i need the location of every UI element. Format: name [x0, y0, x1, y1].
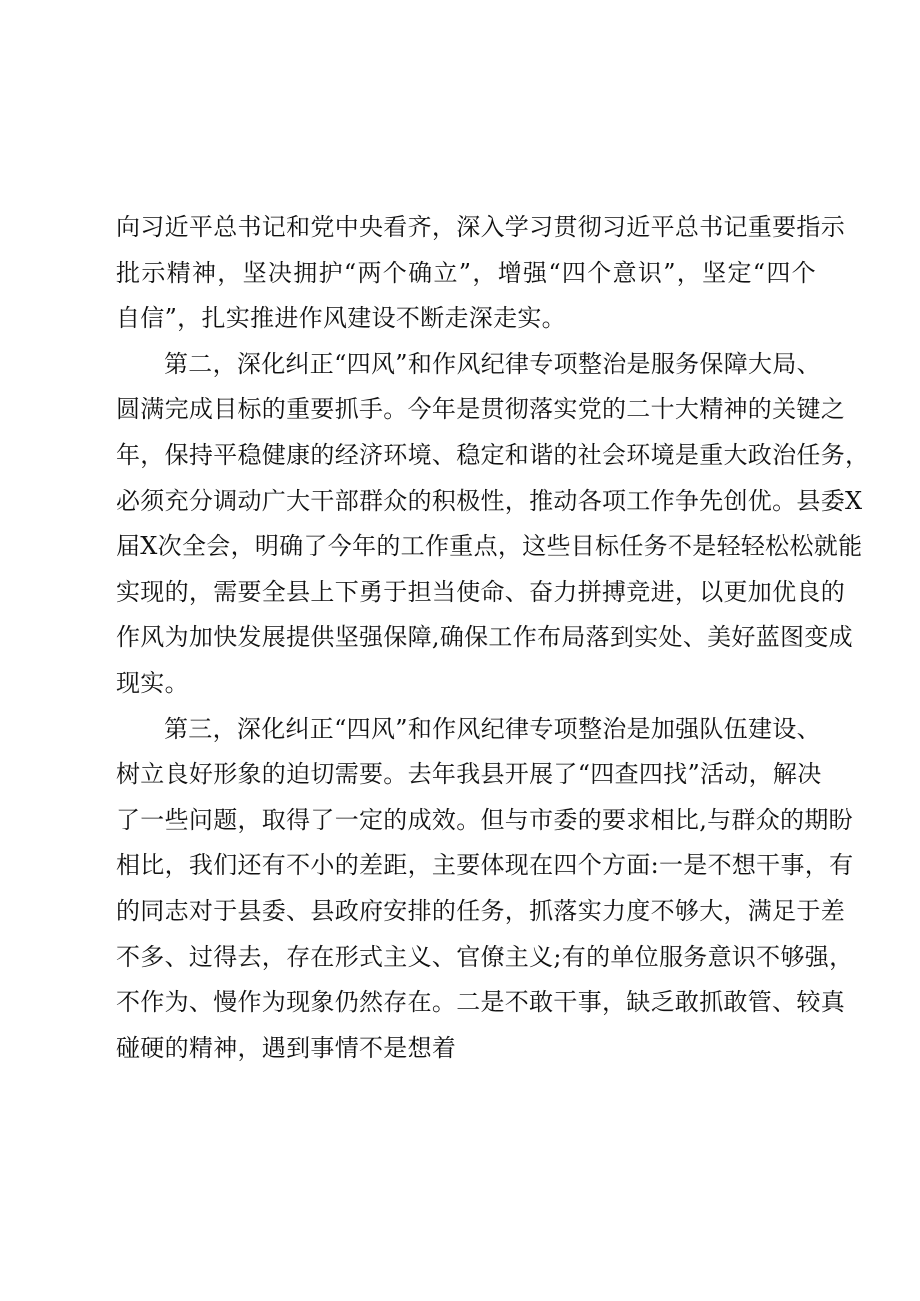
- text-line: 届X次全会，明确了今年的工作重点，这些目标任务不是轻轻松松就能: [116, 532, 863, 561]
- text-line: 圆满完成目标的重要抓手。今年是贯彻落实党的二十大精神的关键之: [116, 395, 845, 424]
- text-line: 第三，深化纠正“四风”和作风纪律专项整治是加强队伍建设、: [164, 714, 821, 743]
- text-line: 碰硬的精神，遇到事情不是想着: [116, 1033, 457, 1062]
- text-line: 树立良好形象的迫切需要。去年我县开展了“四查四找”活动，解决: [116, 760, 822, 789]
- text-line: 批示精神，坚决拥护“两个确立”，增强“四个意识”，坚定“四个: [116, 258, 816, 287]
- text-line: 不多、过得去，存在形式主义、官僚主义;有的单位服务意识不够强，: [116, 942, 854, 971]
- text-line: 不作为、慢作为现象仍然存在。二是不敢干事，缺乏敢抓敢管、较真: [116, 988, 845, 1017]
- text-line: 自信”，扎实推进作风建设不断走深走实。: [116, 304, 566, 333]
- text-line: 的同志对于县委、县政府安排的任务，抓落实力度不够大，满足于差: [116, 896, 845, 925]
- text-line: 年，保持平稳健康的经济环境、稳定和谐的社会环境是重大政治任务，: [116, 440, 870, 469]
- paragraph-2: [116, 342, 870, 707]
- text-line: 现实。: [116, 668, 189, 697]
- text-line: 向习近平总书记和党中央看齐，深入学习贯彻习近平总书记重要指示: [116, 213, 845, 241]
- text-line: 了一些问题，取得了一定的成效。但与市委的要求相比,与群众的期盼: [116, 805, 853, 834]
- document-body: [116, 205, 870, 1071]
- text-line: 作风为加快发展提供坚强保障,确保工作布局落到实处、美好蓝图变成: [116, 623, 853, 652]
- paragraph-3: [116, 707, 854, 1072]
- text-line: 必须充分调动广大干部群众的积极性，推动各项工作争先创优。县委X: [116, 486, 863, 515]
- text-line: 第二，深化纠正“四风”和作风纪律专项整治是服务保障大局、: [164, 349, 821, 378]
- text-line: 实现的，需要全县上下勇于担当使命、奋力拼搏竞进，以更加优良的: [116, 577, 845, 606]
- paragraph-1: [116, 205, 845, 342]
- text-line: 相比，我们还有不小的差距，主要体现在四个方面:一是不想干事，有: [116, 851, 854, 880]
